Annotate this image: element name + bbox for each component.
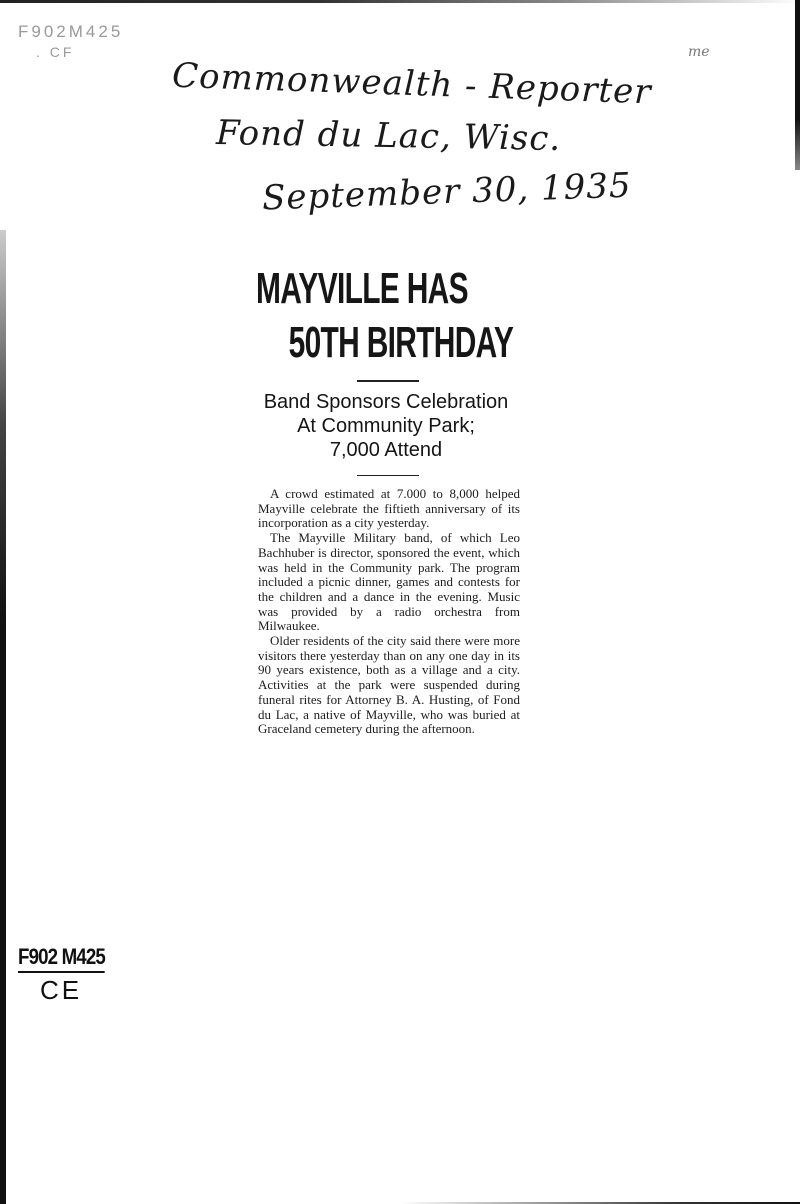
article-body xyxy=(258,487,520,737)
catalog-stamp-bottom-suffix: CE xyxy=(40,975,83,1005)
handwritten-date: September 30, 1935 xyxy=(261,165,633,219)
article-paragraph: Older residents of the city said there were more visitors there yesterday than on any one day in its 90 years existence, both as a village and a city. Activities at the park were suspended during funeral rites for Attorney B. A. Husting, of Fond du Lac, a native of Mayville, who was buried at Graceland cemetery during the afternoon. xyxy=(258,633,520,737)
article-subhead xyxy=(250,390,522,462)
subhead-divider xyxy=(357,475,419,476)
article-headline xyxy=(256,262,513,370)
handwritten-publication: Commonwealth - Reporter xyxy=(171,55,653,113)
scan-right-border xyxy=(795,0,800,170)
catalog-stamp-bottom xyxy=(18,944,120,1006)
article-paragraph: A crowd estimated at 7.000 to 8,000 helped Mayville celebrate the fiftieth anniversary of its incorporation as a city yesterday. xyxy=(258,486,520,531)
catalog-stamp-top xyxy=(18,22,123,62)
scan-top-border xyxy=(0,0,800,3)
headline-line-1: MAYVILLE HAS xyxy=(256,264,468,313)
article-paragraph: The Mayville Military band, of which Leo Bachhuber is director, sponsored the event, which was held in the Community park. The program included a picnic dinner, games and contests for the children and a dance in the evening. Music was provided by a radio orchestra from Milwaukee. xyxy=(258,530,520,634)
catalog-stamp-top-code: F902M425 xyxy=(18,22,124,41)
headline-divider xyxy=(357,380,419,382)
subhead-line-3: 7,000 Attend xyxy=(329,439,443,461)
catalog-stamp-top-suffix: . CF xyxy=(36,44,75,60)
catalog-stamp-bottom-code: F902 M425 xyxy=(18,944,105,973)
handwritten-margin-mark: me xyxy=(688,44,710,60)
subhead-line-2: At Community Park; xyxy=(297,415,475,437)
headline-line-2: 50TH BIRTHDAY xyxy=(288,318,514,367)
scan-left-border xyxy=(0,230,6,1204)
subhead-line-1: Band Sponsors Celebration xyxy=(263,391,509,413)
handwritten-place: Fond du Lac, Wisc. xyxy=(215,112,562,160)
